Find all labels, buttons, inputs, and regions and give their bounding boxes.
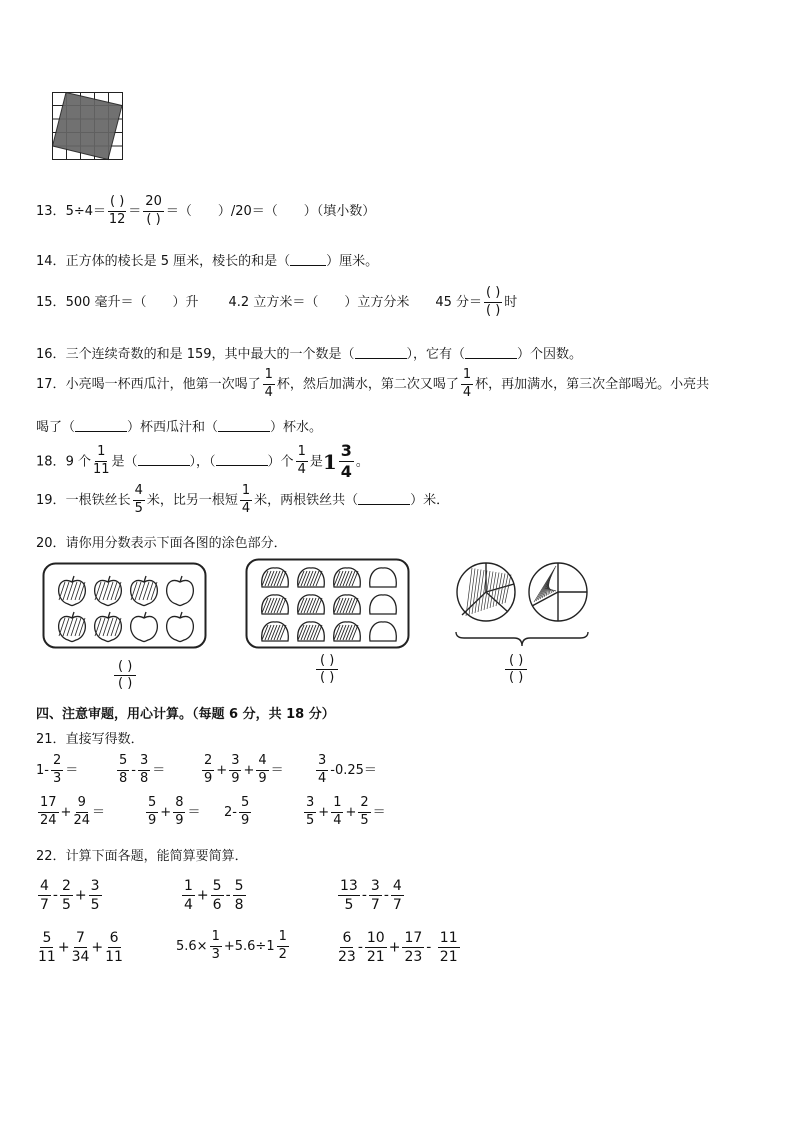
section-4-title: 四、注意审题，用心计算。（每题 6 分，共 18 分） bbox=[36, 707, 335, 722]
fraction: $\frac{4}{5}$ bbox=[134, 483, 143, 516]
circles-figure bbox=[452, 560, 592, 650]
expr-21-1: 1- $\frac{2}{3}$ ＝ bbox=[36, 753, 79, 786]
expr-21-3: $\frac{2}{9}$ + $\frac{3}{9}$ + $\frac{4}{9}$ ＝ bbox=[204, 753, 284, 786]
fraction: $\frac{1}{4}$ bbox=[297, 444, 306, 478]
mixed-fraction: $\frac{3}{4}$ bbox=[340, 441, 352, 482]
expr-22-3: $\frac{13}{5}$ - $\frac{3}{7}$ - $\frac{4}{7}$ bbox=[340, 878, 402, 914]
apple-icon bbox=[59, 612, 86, 642]
fraction: $\frac{1}{4}$ bbox=[241, 483, 251, 516]
question-21: 21．直接写得数． bbox=[36, 732, 144, 747]
apples-figure bbox=[42, 562, 208, 650]
question-14: 14．正方体的棱长是 5 厘米，棱长的和是（ ）厘米。 bbox=[36, 254, 379, 269]
expr-22-4: $\frac{5}{11}$ + $\frac{7}{34}$ + $\frac{6}{11}$ bbox=[38, 930, 123, 966]
apple-icon bbox=[167, 576, 194, 606]
answer-blank[interactable] bbox=[138, 453, 190, 466]
answer-fraction-2[interactable]: ( ) ( ) bbox=[314, 654, 340, 686]
expr-21-8: $\frac{3}{5}$ + $\frac{1}{4}$ + $\frac{2}{5}$ ＝ bbox=[306, 795, 386, 828]
fraction: $\frac{1}{4}$ bbox=[462, 367, 472, 400]
question-22: 22．计算下面各题，能简算要简算． bbox=[36, 849, 248, 864]
question-16: 16．三个连续奇数的和是 159，其中最大的一个数是（ ），它有（ ）个因数。 bbox=[36, 347, 583, 362]
peach-icon bbox=[370, 622, 397, 641]
question-13: 13．5÷4＝ ( ) 12 ＝ 20 ( ) ＝（ ）/20＝（ ）（填小数） bbox=[36, 194, 376, 227]
answer-fraction-3[interactable]: ( ) ( ) bbox=[503, 654, 529, 686]
fraction: $\frac{1}{11}$ bbox=[92, 444, 110, 478]
expr-22-5: 5.6× $\frac{1}{3}$ +5.6÷1 $\frac{1}{2}$ bbox=[176, 929, 287, 962]
answer-fraction-1[interactable]: ( ) ( ) bbox=[112, 660, 138, 692]
question-20: 20．请你用分数表示下面各图的涂色部分． bbox=[36, 536, 287, 551]
question-15: 15．500 毫升＝（ ）升 4.2 立方米＝（ ）立方分米 45 分＝ ( ) ( ) 时 bbox=[36, 285, 518, 318]
apple-icon bbox=[131, 612, 158, 642]
answer-blank[interactable] bbox=[216, 453, 268, 466]
grid-square-figure bbox=[52, 92, 124, 162]
question-17: 17．小亮喝一杯西瓜汁，他第一次喝了 $\frac{1}{4}$ 杯，然后加满水，第二次又喝了 $\frac{1}{4}$ 杯，再加满水，第三次全部喝光。小亮共 bbox=[36, 367, 710, 400]
question-19: 19．一根铁丝长 $\frac{4}{5}$ 米，比另一根短 $\frac{1}{4}$ 米，两根铁丝共（ ）米． bbox=[36, 483, 450, 516]
expr-21-7: 2- $\frac{5}{9}$ bbox=[224, 795, 250, 828]
apple-icon bbox=[59, 576, 86, 606]
expr-21-5: $\frac{17}{24}$ + $\frac{9}{24}$ ＝ bbox=[40, 795, 106, 828]
apple-icon bbox=[95, 612, 122, 642]
peaches-figure bbox=[245, 558, 411, 650]
expr-21-4: $\frac{3}{4}$ -0.25＝ bbox=[318, 753, 377, 786]
peach-icon bbox=[370, 595, 397, 614]
expr-22-6: $\frac{6}{23}$ - $\frac{10}{21}$ + $\frac{17}{23}$ - $\frac{11}{21}$ bbox=[338, 930, 458, 966]
answer-blank[interactable] bbox=[75, 419, 127, 432]
peach-icon bbox=[370, 568, 397, 587]
fraction: 20 ( ) bbox=[145, 194, 162, 227]
question-17-line2: 喝了（ ）杯西瓜汁和（ ）杯水。 bbox=[36, 420, 323, 435]
question-18: 18．9 个 $\frac{1}{11}$ 是（ ），（ ）个 $\frac{1}{4}$ 是1 $\frac{3}{4}$ 。 bbox=[36, 441, 369, 482]
expr-21-6: $\frac{5}{9}$ + $\frac{8}{9}$ ＝ bbox=[148, 795, 201, 828]
expr-21-2: $\frac{5}{8}$ - $\frac{3}{8}$ ＝ bbox=[119, 753, 166, 786]
answer-blank[interactable] bbox=[465, 346, 517, 359]
answer-blank[interactable] bbox=[290, 253, 326, 266]
answer-blank[interactable] bbox=[358, 492, 410, 505]
expr-22-2: $\frac{1}{4}$ + $\frac{5}{6}$ - $\frac{5}{8}$ bbox=[184, 878, 244, 914]
fraction: $\frac{1}{4}$ bbox=[264, 367, 273, 400]
expr-22-1: $\frac{4}{7}$ - $\frac{2}{5}$ + $\frac{3}{5}$ bbox=[40, 878, 100, 914]
apple-icon bbox=[95, 576, 122, 606]
answer-blank[interactable] bbox=[218, 419, 270, 432]
apple-icon bbox=[131, 576, 158, 606]
fraction: ( ) 12 bbox=[108, 194, 126, 227]
apple-icon bbox=[167, 612, 194, 642]
answer-blank[interactable] bbox=[355, 346, 407, 359]
fraction: ( ) ( ) bbox=[486, 285, 501, 318]
